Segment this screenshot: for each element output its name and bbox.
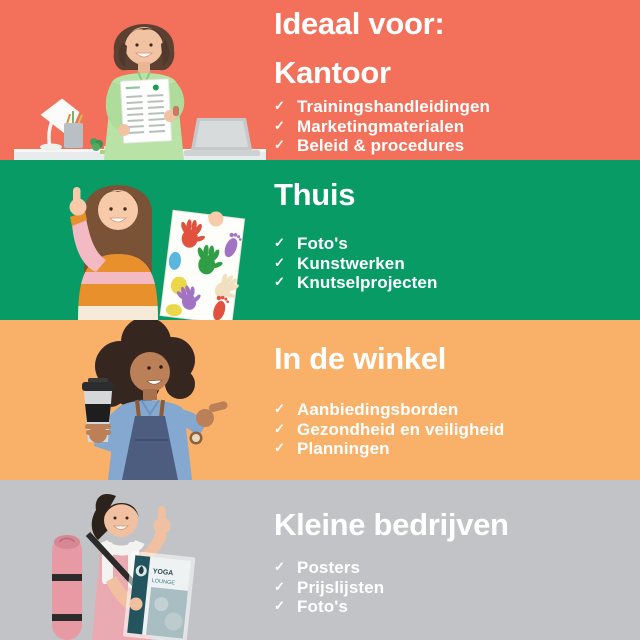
section-copy bbox=[274, 176, 437, 293]
poster-subtitle: LOUNGE bbox=[151, 578, 176, 587]
thumbs-up-hand bbox=[154, 506, 171, 535]
list-item bbox=[274, 234, 437, 254]
section-copy bbox=[274, 340, 504, 459]
check-icon: ✓ bbox=[274, 137, 285, 152]
section-thuis bbox=[0, 160, 640, 320]
check-icon: ✓ bbox=[274, 420, 285, 436]
list-item-label: Knutselprojecten bbox=[297, 273, 438, 292]
check-icon: ✓ bbox=[274, 254, 285, 270]
feature-list bbox=[274, 97, 490, 156]
list-item bbox=[274, 117, 490, 137]
gripping-hand bbox=[130, 598, 143, 611]
list-item-label: Beleid & procedures bbox=[297, 136, 465, 155]
check-icon: ✓ bbox=[274, 440, 285, 455]
list-item bbox=[274, 97, 490, 117]
feature-list bbox=[274, 234, 437, 293]
section-heading-winkel: In de winkel bbox=[274, 341, 447, 376]
list-item bbox=[274, 400, 504, 420]
check-icon: ✓ bbox=[274, 559, 285, 574]
section-copy bbox=[274, 506, 509, 617]
section-copy bbox=[274, 5, 490, 156]
section-heading-kantoor: Kantoor bbox=[274, 55, 391, 90]
check-icon: ✓ bbox=[274, 274, 285, 289]
check-icon: ✓ bbox=[274, 98, 285, 113]
list-item bbox=[274, 558, 509, 578]
laptop-icon bbox=[184, 118, 260, 156]
list-item-label: Kunstwerken bbox=[297, 253, 405, 273]
section-kantoor bbox=[0, 0, 640, 160]
list-item bbox=[274, 439, 504, 459]
section-winkel bbox=[0, 320, 640, 480]
list-item-label: Marketingmaterialen bbox=[297, 116, 465, 136]
photo-yoga-woman bbox=[0, 480, 280, 640]
poster-title: YOGA bbox=[152, 568, 174, 578]
office-woman bbox=[104, 24, 184, 160]
thumbs-up-hand bbox=[70, 187, 87, 216]
list-item-label: Posters bbox=[297, 558, 361, 577]
section-heading-thuis: Thuis bbox=[274, 177, 356, 212]
feature-list bbox=[274, 400, 504, 459]
yoga-mat bbox=[52, 535, 82, 640]
list-item-label: Gezondheid en veiligheid bbox=[297, 419, 505, 439]
list-item-label: Prijslijsten bbox=[297, 577, 385, 597]
girl bbox=[70, 185, 171, 320]
check-icon: ✓ bbox=[274, 401, 285, 416]
list-item-label: Foto's bbox=[297, 234, 348, 253]
section-heading-bedrijven: Kleine bedrijven bbox=[274, 507, 509, 542]
photo-girl-artwork bbox=[0, 160, 280, 320]
list-item-label: Foto's bbox=[297, 597, 348, 616]
list-item-label: Planningen bbox=[297, 439, 390, 458]
photo-office-woman bbox=[0, 0, 280, 160]
list-item-label: Trainingshandleidingen bbox=[297, 97, 490, 116]
list-item bbox=[274, 578, 509, 598]
list-item bbox=[274, 273, 437, 293]
laminated-poster bbox=[123, 551, 196, 640]
list-item bbox=[274, 597, 509, 617]
photo-barista-woman bbox=[0, 320, 280, 480]
list-item bbox=[274, 254, 437, 274]
check-icon: ✓ bbox=[274, 578, 285, 594]
feature-list bbox=[274, 558, 509, 617]
artwork-sheet bbox=[160, 210, 253, 320]
check-icon: ✓ bbox=[274, 598, 285, 613]
page-title: Ideaal voor: bbox=[274, 6, 445, 41]
check-icon: ✓ bbox=[274, 235, 285, 250]
list-item-label: Aanbiedingsborden bbox=[297, 400, 459, 419]
check-icon: ✓ bbox=[274, 117, 285, 133]
list-item bbox=[274, 420, 504, 440]
section-bedrijven bbox=[0, 480, 640, 640]
list-item bbox=[274, 136, 490, 156]
